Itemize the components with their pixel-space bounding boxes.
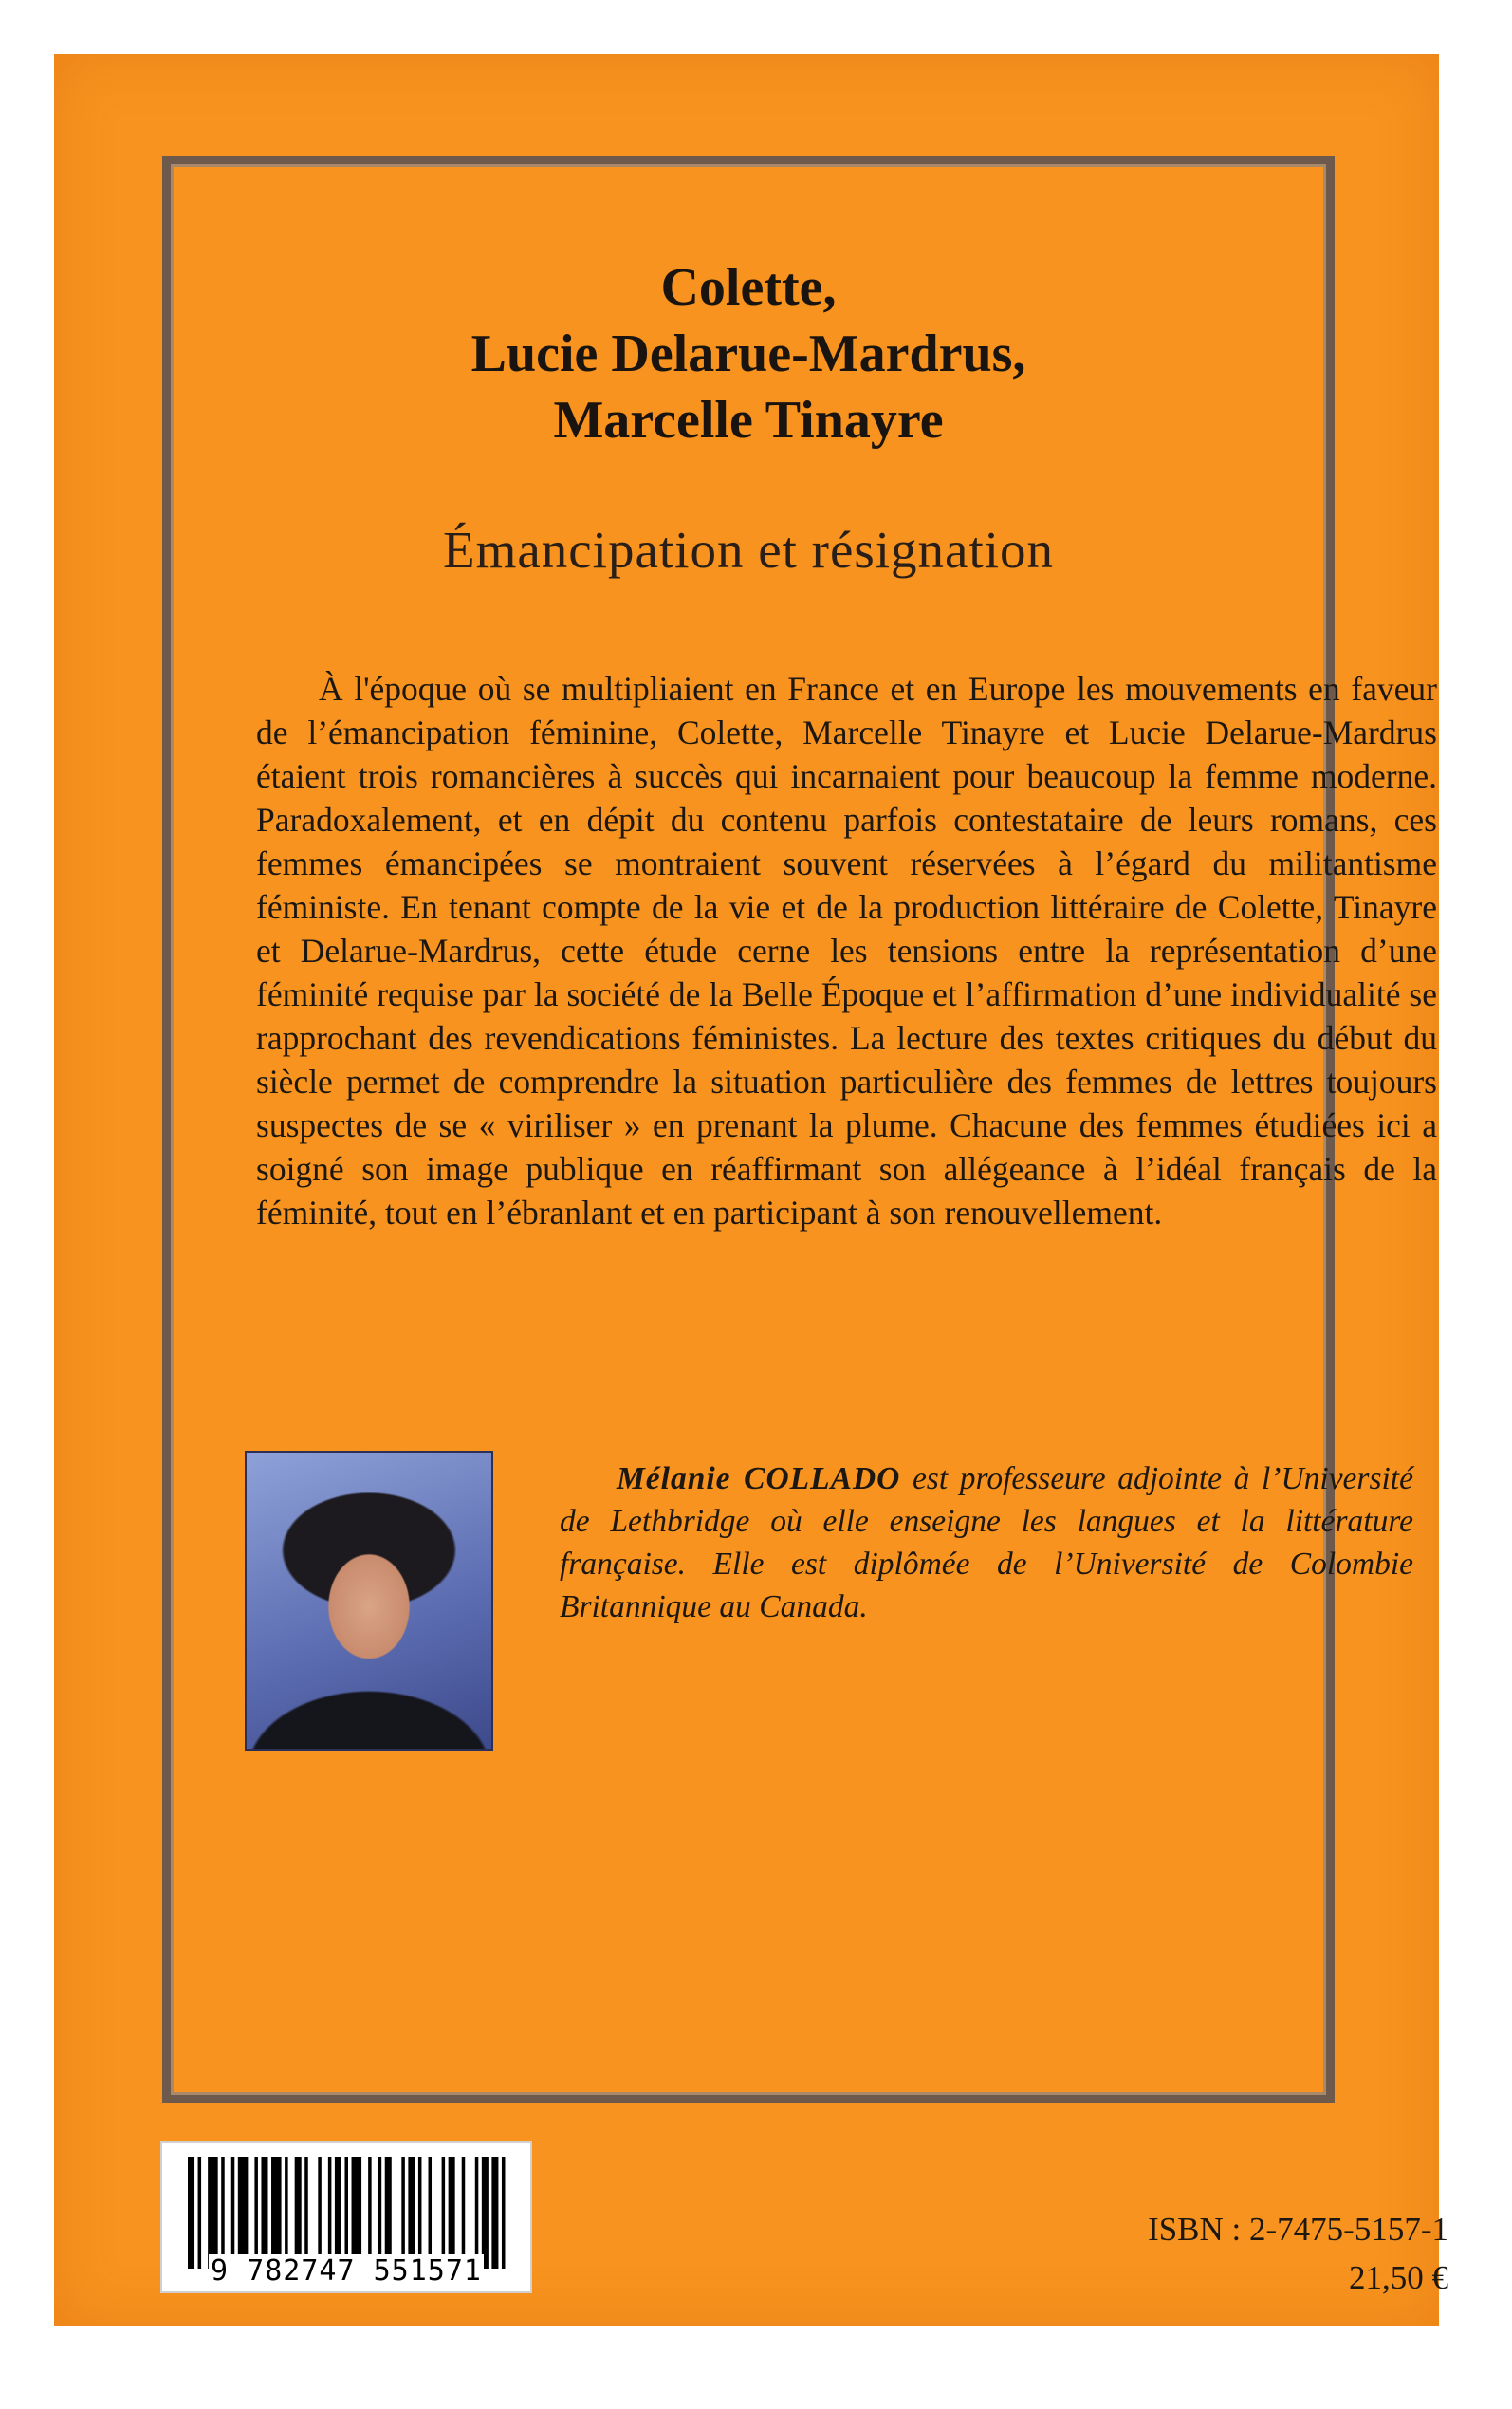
book-title [171, 254, 1326, 454]
title-line-1: Colette, [660, 258, 837, 317]
title-line-3: Marcelle Tinayre [553, 391, 944, 450]
author-bio-text: est professeure adjointe à l’Université de Lethbridge où elle enseigne les langues et la littérature française. Elle est diplômée de l’Université de Colombie Britannique au Canada. [560, 1461, 1413, 1624]
isbn: ISBN : 2-7475-5157-1 [1148, 2211, 1448, 2248]
author-name: Mélanie COLLADO [617, 1461, 901, 1496]
barcode [160, 2141, 532, 2293]
author-photo [247, 1453, 491, 1749]
book-summary: À l'époque où se multipliaient en France et en Europe les mouvements en faveur de l’émancipation féminine, Colette, Marcelle Tinayre et Lucie Delarue-Mardrus étaient trois romancières à succès qui incarnaient pour beaucoup la femme moderne. Paradoxalement, et en dépit du contenu parfois contestataire de leurs romans, ces femmes émancipées se montraient souvent réservées à l’égard du militantisme féministe. En tenant compte de la vie et de la production littéraire de Colette, Tinayre et Delarue-Mardrus, cette étude cerne les tensions entre la représentation d’une féminité requise par la société de la Belle Époque et l’affirmation d’une individualité se rapprochant des revendications féministes. La lecture des textes critiques du début du siècle permet de comprendre la situation particulière des femmes de lettres toujours suspectes de se « viriliser » en prenant la plume. Chacune des femmes étudiées ici a soigné son image publique en réaffirmant son allégeance à l’idéal français de la féminité, tout en l’ébranlant et en participant à son renouvellement. [256, 670, 1437, 1232]
barcode-bars [188, 2157, 508, 2269]
title-line-2: Lucie Delarue-Mardrus, [470, 324, 1026, 383]
back-cover [54, 54, 1448, 2326]
content-frame [162, 156, 1437, 2103]
author-bio [560, 1457, 1413, 1628]
price: 21,50 € [1349, 2259, 1448, 2296]
book-subtitle: Émancipation et résignation [442, 521, 1055, 579]
barcode-digits: 9 782747 551571 [211, 2254, 482, 2288]
